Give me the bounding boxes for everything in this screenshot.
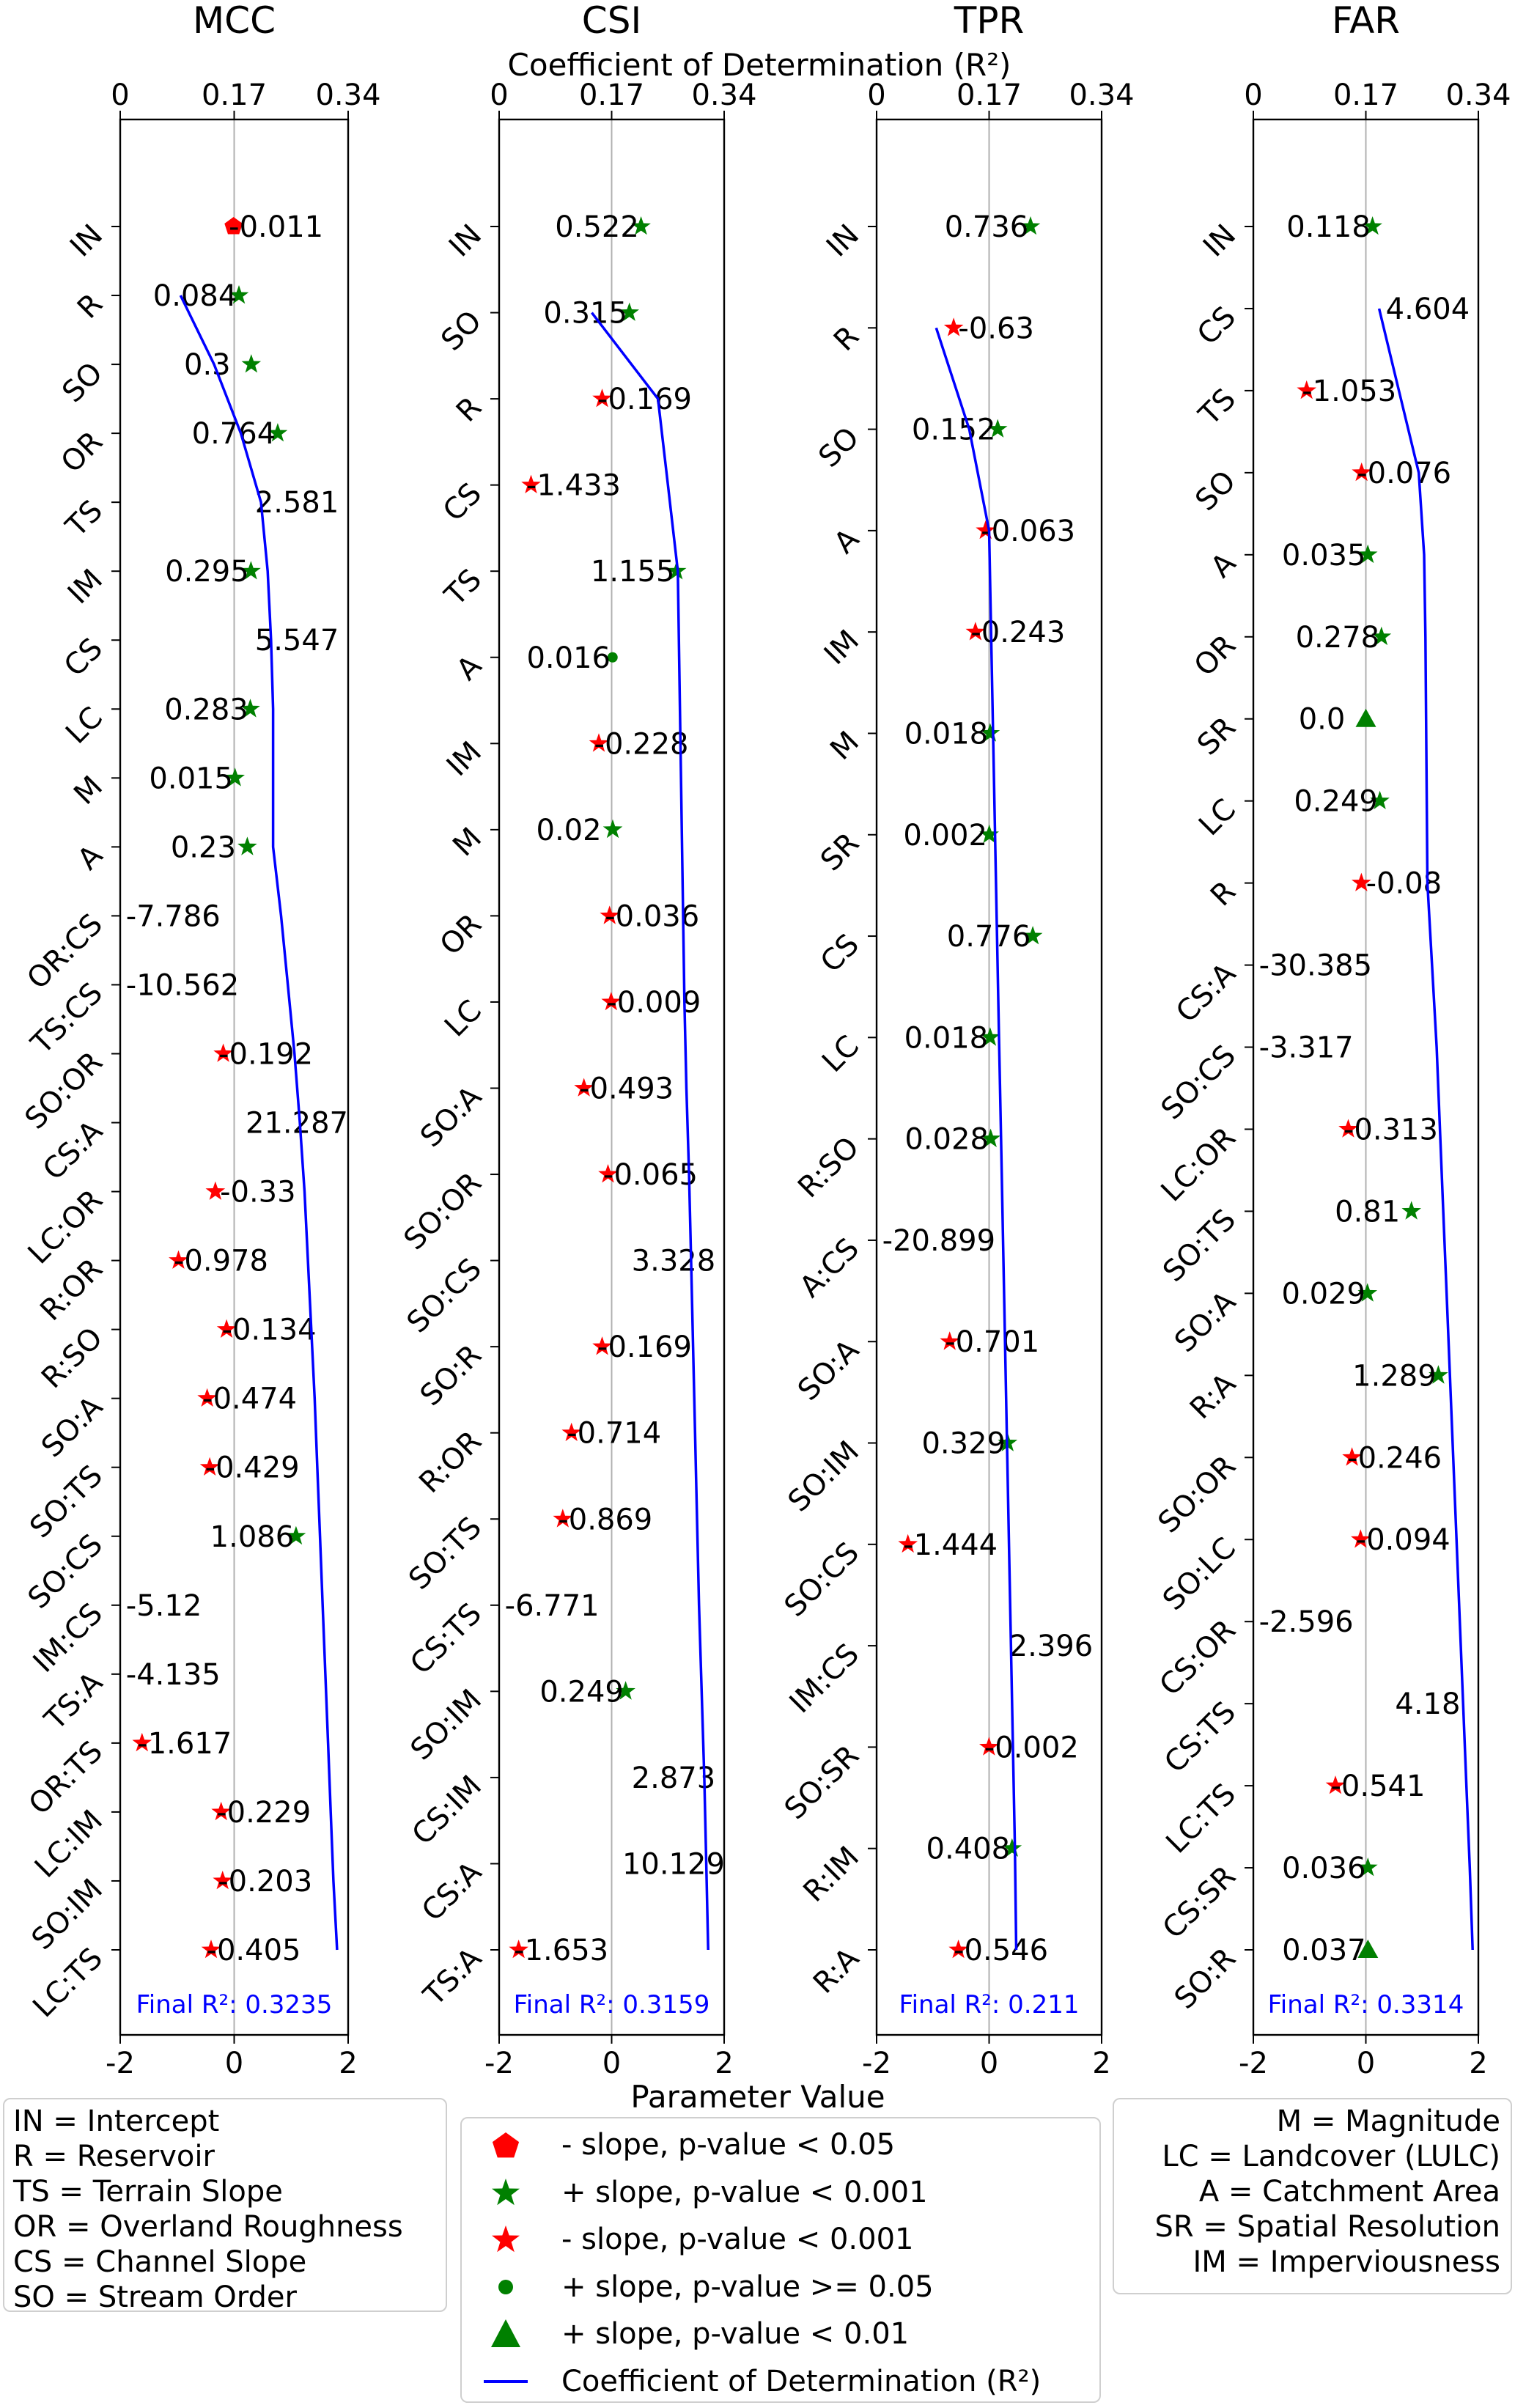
panel-csi (397, 0, 756, 2080)
y-tick-label: IM:CS (783, 1637, 866, 1720)
y-tick-label: IN (64, 218, 110, 264)
legend-entry: SR = Spatial Resolution (1154, 2210, 1500, 2244)
value-label: -7.786 (125, 899, 221, 934)
y-tick-label: SO:CS (778, 1536, 866, 1624)
circle-swatch (498, 2280, 513, 2294)
bottom-tick-label: 0 (979, 2047, 999, 2080)
value-label: -1.053 (1302, 374, 1397, 408)
y-tick-label: SO:TS (402, 1510, 489, 1597)
value-label: 0.249 (1294, 784, 1378, 819)
top-tick-label: 0.17 (956, 78, 1022, 112)
value-label: 1.086 (210, 1520, 295, 1554)
top-tick-label: 0.34 (691, 78, 757, 112)
value-label: 0.736 (944, 210, 1029, 244)
value-label: 1.289 (1352, 1359, 1437, 1393)
value-label: -2.596 (1258, 1605, 1354, 1640)
value-label: -6.771 (504, 1588, 600, 1623)
triangle-icon (484, 2315, 528, 2353)
y-tick-label: SO (435, 304, 489, 358)
marker-legend-entry (462, 2216, 1099, 2264)
marker-star (1401, 1201, 1421, 1219)
y-tick-label: R:OR (34, 1252, 110, 1328)
y-tick-label: TS (1193, 382, 1243, 432)
y-tick-label: CS (1190, 300, 1243, 352)
top-tick-label: 0 (490, 78, 509, 112)
y-tick-label: LC:TS (1160, 1777, 1243, 1860)
y-tick-label: CS:IM (405, 1769, 489, 1852)
value-label: 0.315 (543, 296, 627, 331)
star-swatch (492, 2179, 520, 2205)
y-tick-label: SO:A (1168, 1284, 1243, 1360)
y-tick-label: OR:CS (21, 907, 110, 996)
y-tick-label: CS:OR (1153, 1613, 1243, 1703)
bottom-tick-label: -2 (1239, 2047, 1268, 2080)
top-tick-label: 0.34 (1445, 78, 1511, 112)
bottom-tick-label: 0 (224, 2047, 244, 2080)
y-tick-label: SO:OR (1151, 1448, 1243, 1540)
top-tick-label: 0 (867, 78, 886, 112)
value-label: -0.036 (605, 899, 700, 934)
top-axis-title: Coefficient of Determination (R²) (507, 47, 1011, 83)
y-tick-label: SO:A (34, 1390, 110, 1465)
value-label: 0.0 (1298, 702, 1346, 737)
value-label: -0.33 (220, 1175, 296, 1209)
y-tick-label: A (1204, 546, 1243, 585)
value-label: -0.08 (1365, 866, 1442, 901)
y-tick-label: SO:R (413, 1338, 489, 1413)
abbreviation-legend-right (1113, 2098, 1512, 2294)
top-tick-label: 0.34 (1069, 78, 1135, 112)
y-tick-label: OR (1187, 628, 1243, 683)
value-label: -0.978 (173, 1244, 268, 1278)
legend-entry: A = Catchment Area (1198, 2175, 1500, 2209)
value-label: -0.546 (954, 1934, 1049, 1967)
y-tick-label: CS (814, 927, 866, 979)
y-tick-label: R (449, 390, 489, 429)
value-label: -0.192 (218, 1037, 314, 1072)
value-label: 0.522 (555, 210, 639, 244)
marker-legend-label: + slope, p-value >= 0.05 (561, 2269, 934, 2304)
y-tick-label: SO:R (1168, 1941, 1243, 2016)
y-tick-label: IN (1197, 218, 1243, 264)
y-tick-label: A (827, 522, 866, 561)
bottom-tick-label: 0 (602, 2047, 622, 2080)
value-label: 0.018 (904, 717, 989, 751)
panel-title: TPR (954, 0, 1025, 42)
y-tick-label: SO:OR (18, 1045, 110, 1136)
value-label: 0.295 (165, 555, 249, 589)
top-tick-label: 0.17 (1332, 78, 1399, 112)
marker-legend-label: - slope, p-value < 0.05 (561, 2128, 896, 2162)
bottom-tick-label: -2 (484, 2047, 514, 2080)
value-label: -0.701 (945, 1325, 1040, 1360)
value-label: 0.02 (536, 813, 602, 847)
bottom-tick-label: 2 (715, 2047, 734, 2080)
value-label: -10.562 (125, 968, 240, 1003)
y-tick-label: SO:TS (1157, 1202, 1243, 1289)
y-tick-label: SO:A (413, 1080, 489, 1155)
value-label: 2.396 (1009, 1630, 1094, 1664)
circle-icon (484, 2268, 528, 2306)
marker-star (242, 354, 262, 372)
value-label: -0.169 (597, 383, 693, 417)
value-label: -30.385 (1258, 949, 1373, 983)
legend-entry: CS = Channel Slope (13, 2245, 307, 2279)
value-label: 0.764 (191, 417, 276, 452)
y-tick-label: R:SO (792, 1130, 866, 1205)
pentagon-swatch (493, 2132, 519, 2157)
legend-entry: TS = Terrain Slope (13, 2175, 283, 2209)
y-tick-label: A:CS (793, 1231, 866, 1305)
marker-legend-entry (462, 2358, 1099, 2406)
y-tick-label: SO:CS (21, 1528, 110, 1616)
y-tick-label: SO (1189, 464, 1243, 518)
y-tick-label: CS:SR (1156, 1859, 1243, 1945)
value-label: 0.81 (1335, 1195, 1401, 1229)
value-label: 0.3 (184, 348, 231, 383)
y-tick-label: SR (814, 826, 866, 878)
y-tick-label: IM (817, 623, 866, 671)
value-label: 1.155 (590, 555, 675, 589)
y-tick-label: LC:IM (28, 1803, 110, 1885)
top-tick-label: 0.17 (578, 78, 645, 112)
y-tick-label: SO:LC (1156, 1531, 1243, 1618)
value-label: 0.029 (1281, 1277, 1365, 1311)
value-label: -0.229 (216, 1795, 312, 1830)
star-icon (484, 2173, 528, 2212)
value-label: 0.018 (904, 1021, 989, 1056)
value-label: 0.329 (921, 1426, 1006, 1461)
value-label: -0.203 (218, 1864, 313, 1899)
marker-legend-label: + slope, p-value < 0.01 (561, 2317, 910, 2351)
y-tick-label: SO:TS (23, 1459, 110, 1545)
value-label: -1.433 (526, 468, 621, 503)
y-tick-label: SO (812, 421, 866, 474)
value-label: -0.429 (204, 1451, 300, 1485)
panel-title: MCC (193, 0, 276, 42)
y-tick-label: SO:IM (25, 1872, 110, 1957)
y-tick-label: R (70, 287, 110, 325)
legend-entry: IM = Imperviousness (1193, 2245, 1500, 2279)
top-tick-label: 0.17 (201, 78, 268, 112)
value-label: 0.028 (904, 1122, 989, 1157)
y-tick-label: TS:CS (25, 976, 110, 1061)
triangle-swatch (491, 2319, 520, 2347)
y-tick-label: R:A (1183, 1366, 1243, 1426)
y-tick-label: M (446, 821, 489, 864)
value-label: -1.444 (903, 1528, 998, 1562)
value-label: -0.63 (958, 312, 1034, 346)
y-tick-label: CS:TS (404, 1597, 489, 1682)
marker-legend-entry (462, 2264, 1099, 2311)
y-tick-label: TS (438, 562, 489, 613)
marker-star (237, 836, 257, 855)
y-tick-label: SO:A (791, 1333, 866, 1407)
star-swatch (492, 2225, 520, 2252)
y-tick-label: OR (433, 907, 489, 962)
y-tick-label: LC (1193, 792, 1243, 843)
marker-legend-entry (462, 2311, 1099, 2358)
value-label: -0.541 (1330, 1770, 1426, 1804)
top-tick-label: 0 (1244, 78, 1263, 112)
value-label: -0.076 (1357, 456, 1452, 490)
y-tick-label: IM (61, 562, 110, 611)
value-label: 10.129 (622, 1847, 725, 1882)
y-tick-label: CS:TS (1158, 1695, 1243, 1780)
value-label: -0.011 (229, 210, 324, 244)
panel-mcc (18, 0, 380, 2080)
legend-entry: R = Reservoir (13, 2140, 215, 2173)
value-label: 0.036 (1282, 1852, 1366, 1886)
value-label: -0.313 (1343, 1113, 1438, 1147)
value-label: 0.152 (911, 413, 996, 447)
y-tick-label: A (450, 649, 489, 688)
y-tick-label: OR:TS (22, 1734, 110, 1822)
value-label: 2.581 (254, 486, 339, 520)
y-tick-label: CS:A (36, 1114, 110, 1188)
bottom-tick-label: 2 (1469, 2047, 1488, 2080)
value-label: 2.873 (631, 1761, 716, 1795)
y-tick-label: CS:A (1169, 957, 1243, 1030)
bottom-tick-label: 0 (1356, 2047, 1376, 2080)
y-tick-label: IN (820, 218, 866, 264)
y-tick-label: SO:CS (1154, 1039, 1243, 1127)
y-tick-label: LC (816, 1028, 866, 1079)
value-label: 0.037 (1282, 1934, 1366, 1967)
y-tick-label: R:A (806, 1941, 866, 2000)
y-tick-label: IN (443, 218, 489, 264)
bottom-tick-label: 2 (339, 2047, 358, 2080)
marker-legend (460, 2117, 1101, 2403)
y-tick-label: CS (57, 631, 110, 684)
value-label: -0.228 (594, 727, 689, 762)
y-tick-label: M (824, 725, 866, 767)
value-label: -0.474 (202, 1382, 298, 1416)
bottom-tick-label: 2 (1092, 2047, 1111, 2080)
y-tick-label: R:SO (35, 1321, 110, 1396)
y-tick-label: CS:A (415, 1855, 489, 1929)
value-label: 4.18 (1395, 1687, 1461, 1722)
value-label: -1.617 (137, 1726, 232, 1761)
value-label: -0.063 (981, 514, 1076, 548)
value-label: 21.287 (246, 1106, 349, 1141)
y-tick-label: LC:OR (1154, 1121, 1243, 1209)
marker-legend-entry (462, 2169, 1099, 2217)
legend-entry: OR = Overland Roughness (13, 2210, 403, 2244)
bottom-tick-label: -2 (106, 2047, 135, 2080)
value-label: -0.094 (1355, 1523, 1451, 1558)
y-tick-label: R:IM (797, 1840, 866, 1909)
value-label: -3.317 (1258, 1031, 1354, 1065)
y-tick-label: CS (436, 476, 489, 529)
final-r2-label: Final R²: 0.211 (899, 1990, 1080, 2019)
star-icon (484, 2220, 528, 2258)
value-label: -20.899 (882, 1223, 996, 1258)
y-tick-label: R (827, 319, 866, 358)
marker-legend-label: Coefficient of Determination (R²) (561, 2364, 1042, 2398)
y-tick-label: TS:A (38, 1665, 110, 1737)
marker-legend-label: + slope, p-value < 0.001 (561, 2175, 928, 2209)
value-label: 0.002 (903, 818, 987, 853)
final-r2-label: Final R²: 0.3235 (136, 1990, 333, 2019)
value-label: 5.547 (254, 624, 339, 658)
value-label: -0.869 (558, 1503, 653, 1537)
y-tick-label: TS:A (417, 1941, 489, 2013)
value-label: -0.065 (603, 1158, 698, 1193)
top-tick-label: 0 (111, 78, 130, 112)
final-r2-label: Final R²: 0.3314 (1267, 1990, 1464, 2019)
value-label: 0.408 (926, 1832, 1011, 1866)
y-tick-label: LC:OR (21, 1183, 110, 1271)
bottom-axis-title: Parameter Value (630, 2079, 885, 2115)
legend-entry: M = Magnitude (1276, 2105, 1500, 2138)
y-tick-label: LC:TS (26, 1941, 110, 2025)
value-label: -1.653 (514, 1934, 609, 1967)
y-tick-label: A (71, 838, 110, 877)
y-tick-label: R (1203, 875, 1243, 913)
legend-entry: SO = Stream Order (13, 2280, 297, 2314)
y-tick-label: TS (59, 493, 110, 544)
marker-legend-label: - slope, p-value < 0.001 (561, 2223, 914, 2256)
value-label: -0.002 (984, 1731, 1079, 1765)
value-label: -0.169 (597, 1330, 693, 1365)
y-tick-label: SO:SR (778, 1738, 866, 1827)
panel-title: CSI (581, 0, 642, 42)
y-tick-label: SR (1190, 710, 1243, 762)
final-r2-label: Final R²: 0.3159 (513, 1990, 710, 2019)
y-tick-label: LC (59, 700, 110, 751)
value-label: -0.134 (221, 1313, 317, 1347)
value-label: 0.084 (152, 279, 237, 314)
value-label: -5.12 (125, 1588, 202, 1623)
y-tick-label: IM (440, 734, 489, 784)
value-label: 0.016 (526, 641, 611, 675)
y-tick-label: IM:CS (26, 1597, 110, 1679)
value-label: 0.278 (1295, 620, 1380, 655)
bottom-tick-label: -2 (862, 2047, 891, 2080)
y-tick-label: SO:IM (781, 1435, 866, 1519)
y-tick-label: SO:IM (404, 1682, 489, 1767)
y-tick-label: OR (54, 424, 110, 480)
panel-title: FAR (1331, 0, 1401, 42)
value-label: 0.249 (539, 1675, 624, 1709)
value-label: -0.243 (970, 616, 1066, 650)
top-tick-label: 0.34 (315, 78, 381, 112)
value-label: 0.035 (1281, 538, 1366, 572)
marker-legend-entry (462, 2121, 1099, 2169)
abbreviation-legend-left (3, 2098, 447, 2312)
value-label: 0.015 (149, 762, 233, 796)
value-label: 0.23 (170, 831, 236, 865)
value-label: 3.328 (631, 1244, 716, 1278)
y-tick-label: LC (438, 993, 489, 1044)
legend-entry: IN = Intercept (13, 2105, 220, 2138)
y-tick-label: R:OR (413, 1424, 489, 1501)
value-label: 0.776 (946, 920, 1031, 954)
y-tick-label: SO (56, 356, 110, 410)
pentagon-icon (484, 2126, 528, 2164)
y-tick-label: SO:CS (400, 1252, 489, 1340)
marker-star (603, 820, 623, 838)
value-label: -0.246 (1347, 1441, 1442, 1476)
marker-triangle (1356, 709, 1376, 727)
value-label: -0.405 (206, 1934, 301, 1967)
y-tick-label: SO:OR (397, 1166, 489, 1257)
y-tick-label: M (67, 769, 110, 811)
panel-far (1151, 0, 1511, 2080)
value-label: -0.009 (606, 985, 701, 1020)
value-label: 4.604 (1385, 292, 1470, 326)
line-icon (484, 2363, 528, 2401)
value-label: -0.493 (579, 1072, 674, 1106)
value-label: 0.283 (164, 693, 248, 727)
value-label: -4.135 (125, 1657, 221, 1692)
value-label: -0.714 (567, 1416, 662, 1451)
legend-entry: LC = Landcover (LULC) (1162, 2140, 1500, 2173)
value-label: 0.118 (1286, 210, 1371, 244)
panel-tpr (778, 0, 1135, 2080)
